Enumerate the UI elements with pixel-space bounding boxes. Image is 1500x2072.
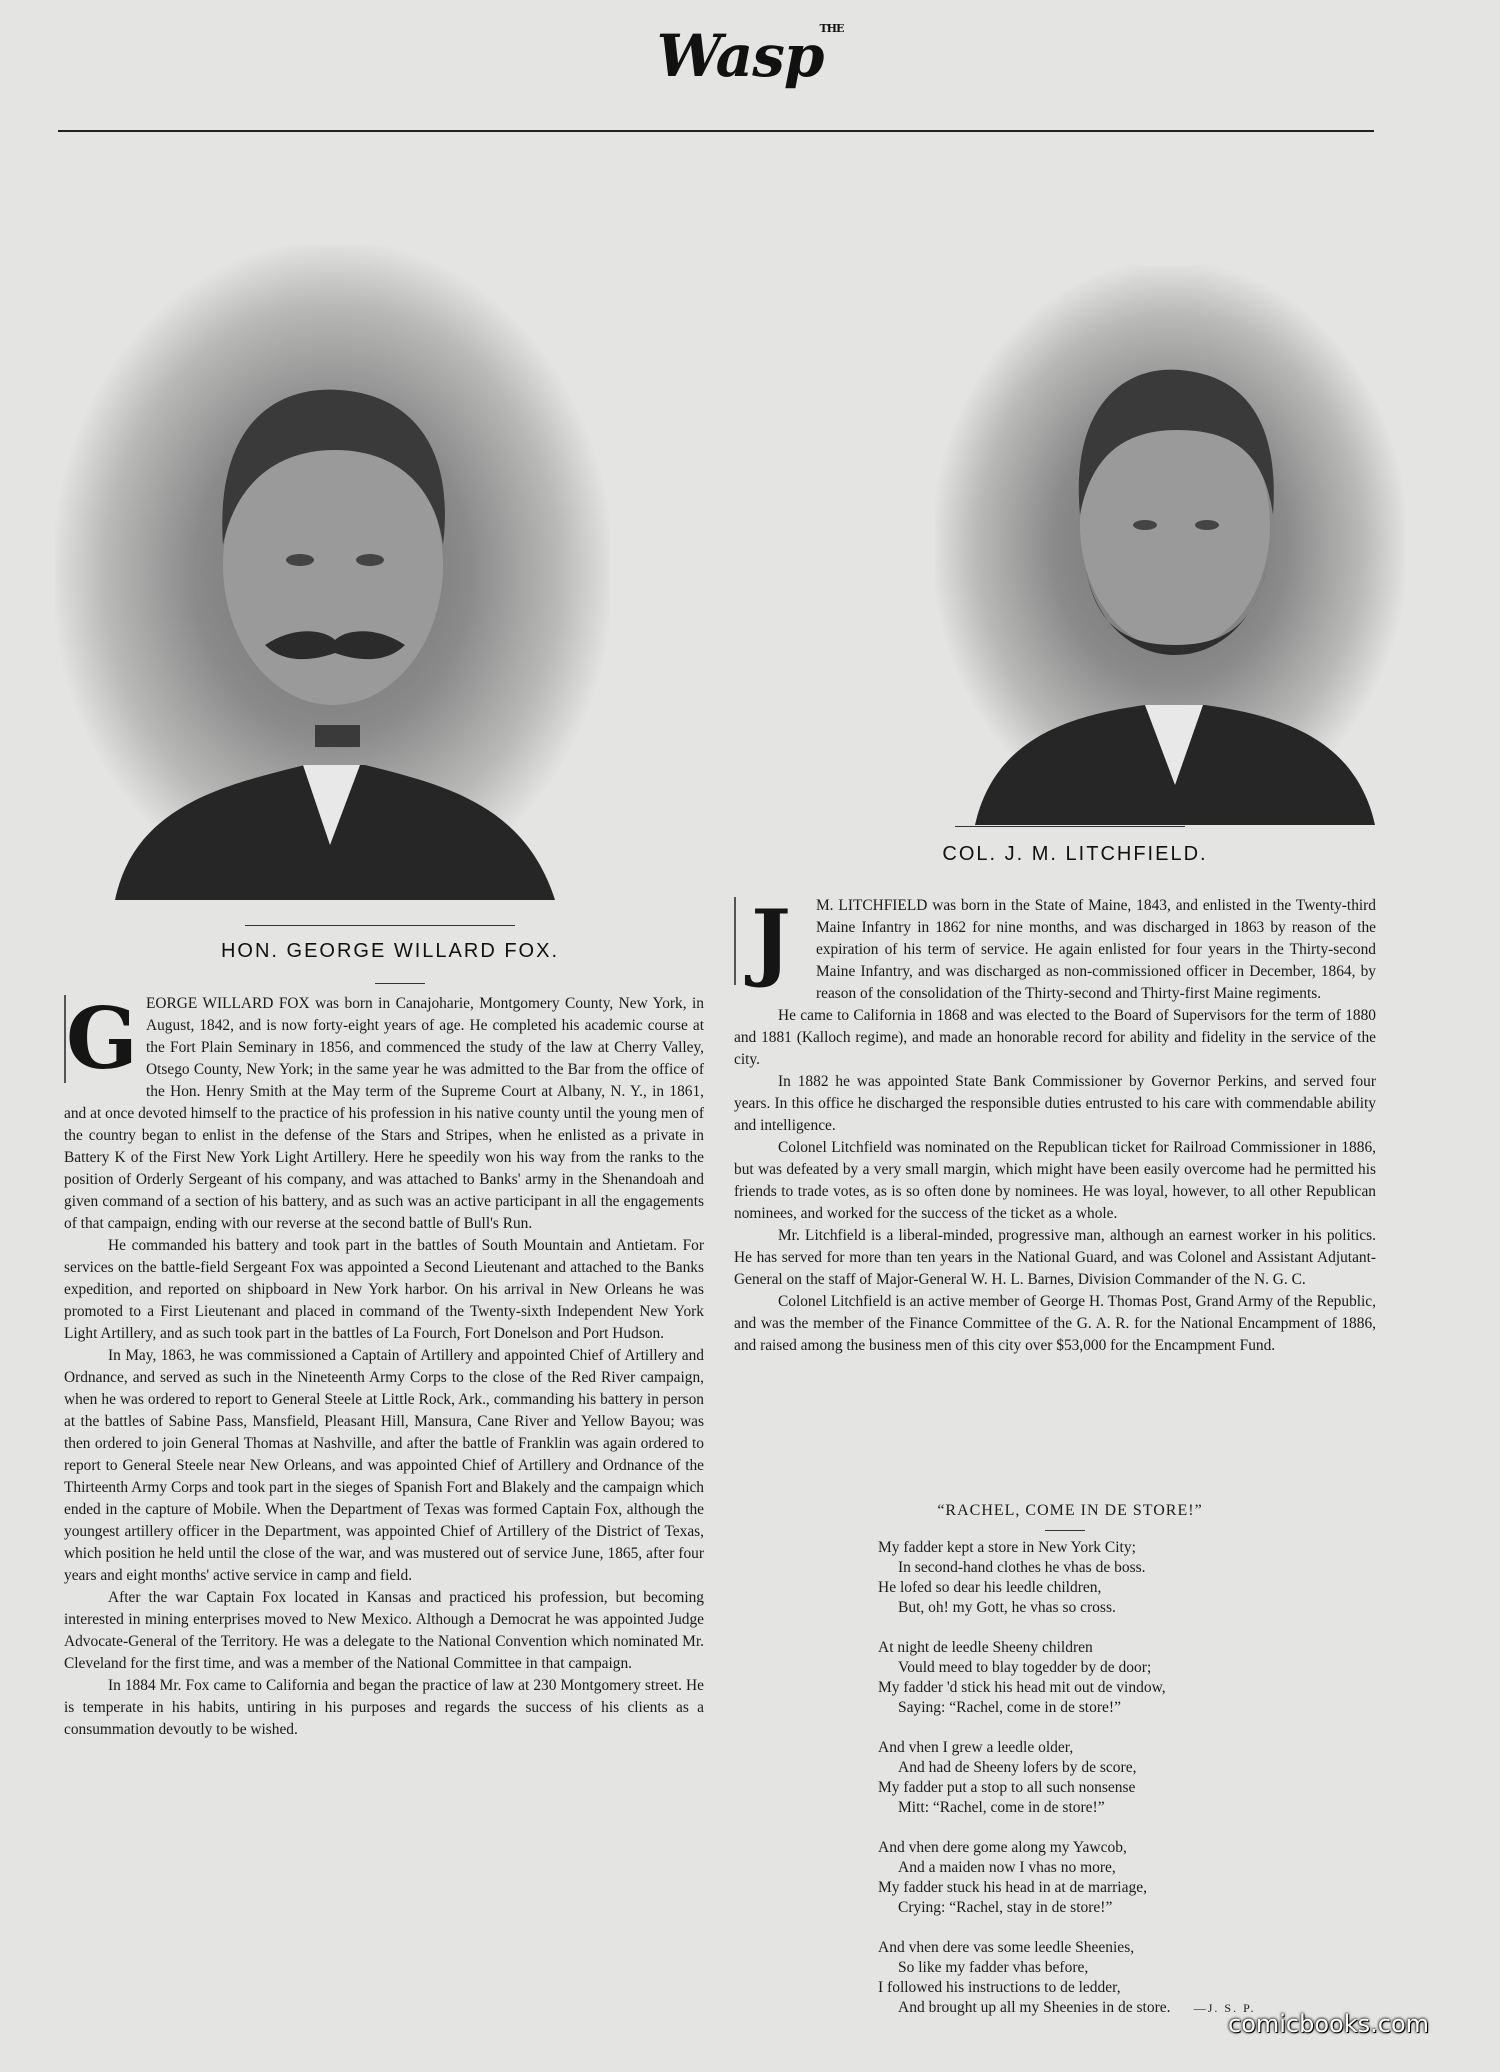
portrait-fox-illustration (55, 245, 610, 900)
top-rule (58, 130, 1374, 132)
poem-title: “RACHEL, COME IN DE STORE!” (937, 1502, 1203, 1519)
masthead-small: THE (819, 22, 844, 35)
poem-line: Mitt: “Rachel, come in de store!” (898, 1799, 1105, 1816)
masthead-title: Wasp (656, 22, 824, 90)
litchfield-dropcap: J (734, 897, 806, 985)
fox-paragraph-2: He commanded his battery and took part in the battles of South Mountain and Antietam. For services on the battle-field Sergeant Fox was appointed a Second Lieutenant and attached to the Banks expedition, and reported on shipboard in New York harbor. On his arrival in New Orleans he was promoted to a First Lieutenant and placed in command of the Twenty-sixth Independent New York Light Artillery, and as such took part in the battles of La Fourch, Fort Donelson and Port Hudson. (64, 1237, 704, 1342)
poem-stanza-5 (878, 1938, 1378, 2018)
poem-line: I followed his instructions to de ledder, (878, 1979, 1121, 1996)
litchfield-paragraph-1: M. LITCHFIELD was born in the State of Maine, 1843, and enlisted in the Twenty-third Maine Infantry in 1862 for nine months, and was discharged in 1863 by reason of the expiration of his term of service. He again enlisted for four years in the Thirty-second Maine Infantry, and was discharged as non-commissioned officer in December, 1864, by reason of the consolidation of the Thirty-second and Thirty-first Maine regiments. (816, 897, 1376, 1002)
poem-last-line: And brought up all my Sheenies in de store. (898, 1999, 1171, 2016)
fox-dropcap: G (66, 989, 138, 1088)
poem-line: He lofed so dear his leedle children, (878, 1579, 1102, 1596)
watermark: comicbooks.com (1228, 2010, 1430, 2038)
portrait-litchfield (935, 265, 1405, 825)
litchfield-heading: COL. J. M. LITCHFIELD. (942, 843, 1208, 865)
poem-line: And vhen dere vas some leedle Sheenies, (878, 1939, 1135, 1956)
poem-line: Crying: “Rachel, stay in de store!” (898, 1899, 1113, 1916)
poem-line: In second-hand clothes he vhas de boss. (898, 1559, 1146, 1576)
poem-line: Vould meed to blay togedder by de door; (898, 1659, 1152, 1676)
litchfield-article (734, 891, 1376, 1357)
litchfield-heading-rule (955, 826, 1185, 827)
poem-line: And vhen I grew a leedle older, (878, 1739, 1074, 1756)
poem-signature: —J. S. P. (1193, 2001, 1256, 2015)
fox-heading-underline (375, 983, 425, 984)
poem-stanza-2 (878, 1638, 1378, 1718)
poem-line: So like my fadder vhas before, (898, 1959, 1089, 1976)
litchfield-paragraph-6: Colonel Litchfield is an active member of George H. Thomas Post, Grand Army of the Republic, and was the member of the Finance Committee of the G. A. R. for the National Encampment of 1886, and raised among the business men of this city over $53,000 for the Encampment Fund. (734, 1293, 1376, 1354)
poem-line: And had de Sheeny lofers by de score, (898, 1759, 1137, 1776)
poem-line: But, oh! my Gott, he vhas so cross. (898, 1599, 1116, 1616)
poem-stanza-3 (878, 1738, 1378, 1818)
litchfield-paragraph-4: Colonel Litchfield was nominated on the Republican ticket for Railroad Commissioner in 1886, but was defeated by a very small margin, which might have been easily overcome had he permitted his friends to trade votes, as is so often done by nominees. He was loyal, however, to all other Republican nominees, and worked for the success of the ticket as a whole. (734, 1139, 1376, 1222)
poem-stanza-4 (878, 1838, 1378, 1918)
litchfield-paragraph-3: In 1882 he was appointed State Bank Commissioner by Governor Perkins, and served four years. In this office he discharged the responsible duties entrusted to his care with commendable ability and intelligence. (734, 1073, 1376, 1134)
poem-line: At night de leedle Sheeny children (878, 1639, 1093, 1656)
portrait-litchfield-illustration (935, 265, 1405, 825)
poem-line: Saying: “Rachel, come in de store!” (898, 1699, 1121, 1716)
fox-paragraph-3: In May, 1863, he was commissioned a Captain of Artillery and appointed Chief of Artillery and Ordnance, and served as such in the Nineteenth Army Corps to the close of the Red River campaign, when he was ordered to report to General Steele at Little Rock, Ark., commanding his battery in person at the battles of Sabine Pass, Mansfield, Pleasant Hill, Mansura, Cane River and Yellow Bayou; was then ordered to join General Thomas at Nashville, and after the battle of Franklin was again ordered to report to General Steele near New Orleans, and was appointed Chief of Artillery and Ordnance of the Thirteenth Army Corps and took part in the sieges of Spanish Fort and Blakely and the campaign which ended in the capture of Mobile. When the Department of Texas was formed Captain Fox, although the youngest artillery officer in the Department, was appointed Chief of Artillery of the District of Texas, which position he held until the close of the war, and was mustered out of service June, 1865, after four years and eight months' active service in camp and field. (64, 1347, 704, 1584)
poem-line: And vhen dere gome along my Yawcob, (878, 1839, 1127, 1856)
poem-line: And a maiden now I vhas no more, (898, 1859, 1116, 1876)
fox-heading-rule (245, 925, 515, 926)
fox-article (64, 989, 704, 1741)
fox-paragraph-5: In 1884 Mr. Fox came to California and began the practice of law at 230 Montgomery street. He is temperate in his habits, untiring in his purposes and regards the success of his clients as a consummation devoutly to be wished. (64, 1677, 704, 1738)
fox-paragraph-1: EORGE WILLARD FOX was born in Canajoharie, Montgomery County, New York, in August, 1842, and is now forty-eight years of age. He completed his academic course at the Fort Plain Seminary in 1856, and commenced the study of the law at Cherry Valley, Otsego County, New York; in the same year he was admitted to the Bar from the office of the Hon. Henry Smith at the May term of the Supreme Court at Albany, N. Y., in 1861, and at once devoted himself to the practice of his profession in his native county until the young men of the country began to enlist in the defense of the Stars and Stripes, when he enlisted as a private in Battery K of the First New York Light Artillery. Here he speedily won his way from the ranks to the position of Orderly Sergeant of his company, and was attached to Banks' army in the Shenandoah and given command of a section of his battery, and as such was an active participant in all the engagements of that campaign, ending with our reverse at the second battle of Bull's Run. (64, 995, 704, 1232)
poem-body (878, 1538, 1378, 2038)
fox-heading: HON. GEORGE WILLARD FOX. (220, 940, 560, 962)
fox-paragraph-4: After the war Captain Fox located in Kansas and practiced his profession, but becoming interested in mining enterprises moved to New Mexico. Although a Democrat he was appointed Judge Advocate-General of the Territory. He was a delegate to the National Convention which nominated Mr. Cleveland for the first time, and was a member of the National Committee in that campaign. (64, 1589, 704, 1672)
poem-line: My fadder 'd stick his head mit out de vindow, (878, 1679, 1166, 1696)
masthead (0, 22, 1500, 90)
poem-line: My fadder kept a store in New York City; (878, 1539, 1136, 1556)
poem-line: My fadder put a stop to all such nonsense (878, 1779, 1136, 1796)
litchfield-paragraph-5: Mr. Litchfield is a liberal-minded, progressive man, although an earnest worker in his politics. He has served for more than ten years in the National Guard, and was Colonel and Assistant Adjutant-General on the staff of Major-General W. H. L. Barnes, Division Commander of the N. G. C. (734, 1227, 1376, 1288)
portrait-fox (55, 245, 610, 900)
poem-line: My fadder stuck his head in at de marriage, (878, 1879, 1148, 1896)
poem-title-rule (1045, 1530, 1085, 1531)
litchfield-paragraph-2: He came to California in 1868 and was elected to the Board of Supervisors for the term of 1880 and 1881 (Kalloch regime), and made an honorable record for ability and fidelity in the service of the city. (734, 1007, 1376, 1068)
poem-stanza-1 (878, 1538, 1378, 1618)
